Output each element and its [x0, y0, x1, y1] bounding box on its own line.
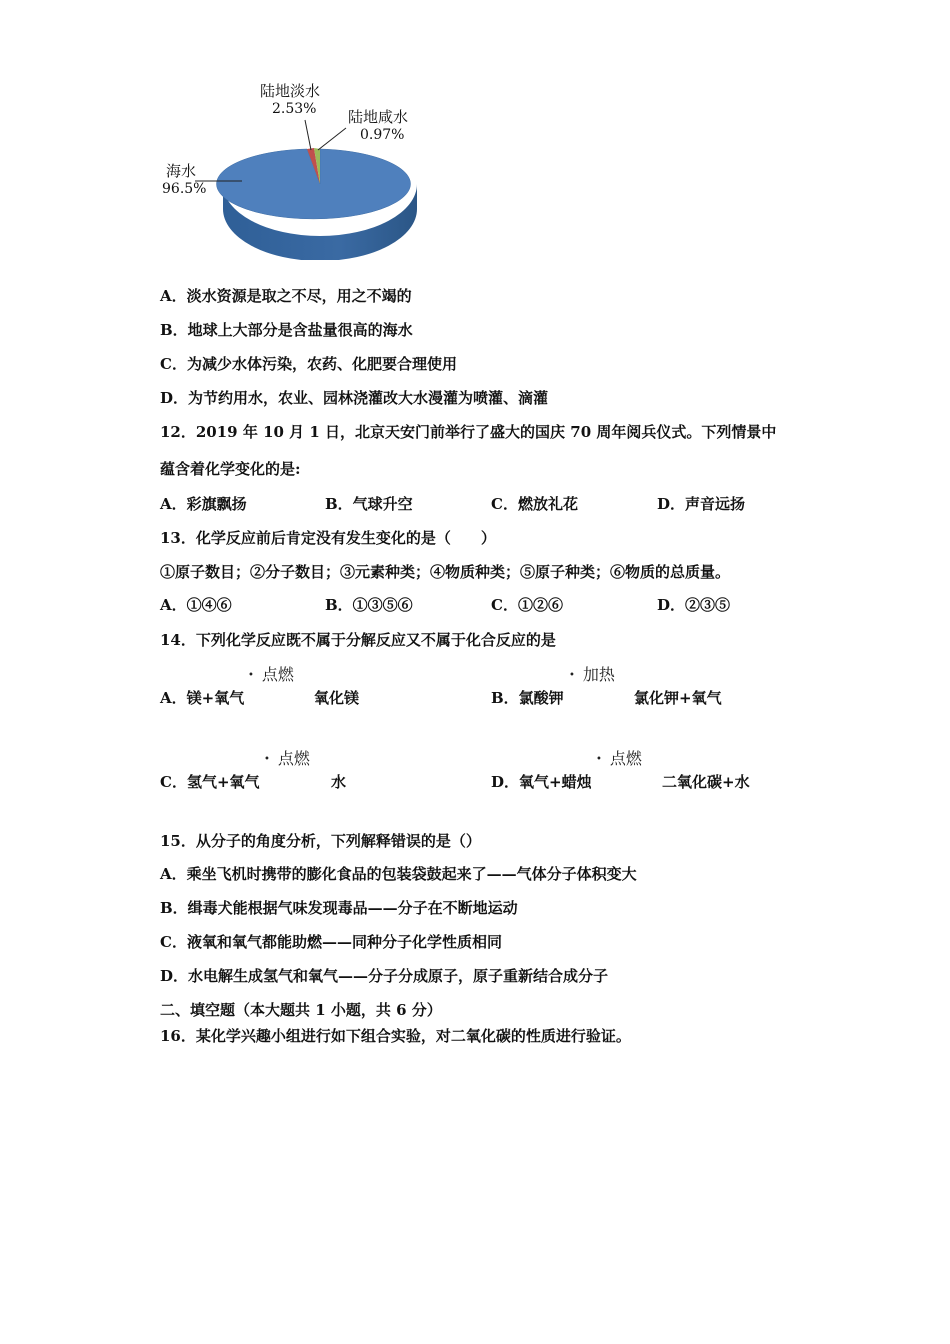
q14-option-b-product: 氯化钾+氧气 — [634, 689, 722, 707]
q13-option-d: D．②③⑤ — [657, 596, 731, 614]
q11-option-c: C．为减少水体污染，农药、化肥要合理使用 — [160, 355, 457, 373]
q15-option-c: C．液氧和氧气都能助燃——同种分子化学性质相同 — [160, 933, 502, 951]
q13-option-a: A．①④⑥ — [160, 596, 232, 614]
q15-option-d: D．水电解生成氢气和氧气——分子分成原子，原子重新结合成分子 — [160, 967, 609, 985]
q12-option-c: C．燃放礼花 — [491, 495, 578, 513]
q11-option-a: A．淡水资源是取之不尽，用之不竭的 — [160, 287, 412, 305]
q14-option-d-product: 二氧化碳+水 — [662, 773, 750, 791]
q12-stem-line2: 蕴含着化学变化的是: — [160, 460, 301, 478]
q14-option-a-reactants: A．镁+氧气 — [160, 689, 245, 707]
q12-option-d: D．声音远扬 — [657, 495, 746, 513]
q11-option-b: B．地球上大部分是含盐量很高的海水 — [160, 321, 413, 339]
q13-stem: 13．化学反应前后肯定没有发生变化的是（ ） — [160, 529, 496, 547]
q14-option-b-reactants: B．氯酸钾 — [491, 689, 564, 707]
section-2-title: 二、填空题（本大题共 1 小题，共 6 分） — [160, 1001, 442, 1019]
pie-label-land-saltwater: 陆地咸水 0.97% — [348, 108, 409, 143]
q15-option-a: A．乘坐飞机时携带的膨化食品的包装袋鼓起来了——气体分子体积变大 — [160, 865, 637, 883]
q13-option-b: B．①③⑤⑥ — [325, 596, 413, 614]
q16-stem: 16．某化学兴趣小组进行如下组合实验，对二氧化碳的性质进行验证。 — [160, 1027, 631, 1045]
q14-a-condition: • 点燃 — [248, 665, 294, 684]
q14-option-d-reactants: D．氧气+蜡烛 — [491, 773, 592, 791]
q13-items: ①原子数目；②分子数目；③元素种类；④物质种类；⑤原子种类；⑥物质的总质量。 — [160, 563, 731, 581]
q15-option-b: B．缉毒犬能根据气味发现毒品——分子在不断地运动 — [160, 899, 518, 917]
q14-d-condition: • 点燃 — [596, 749, 642, 768]
q11-option-d: D．为节约用水，农业、园林浇灌改大水漫灌为喷灌、滴灌 — [160, 389, 549, 407]
q14-option-a-product: 氧化镁 — [314, 689, 360, 707]
q12-stem-line1: 12．2019 年 10 月 1 日，北京天安门前举行了盛大的国庆 70 周年阅兵仪式。下列情景中 — [160, 423, 777, 441]
q12-option-b: B．气球升空 — [325, 495, 413, 513]
pie-label-land-freshwater: 陆地淡水 2.53% — [260, 82, 321, 117]
q14-option-c-product: 水 — [331, 773, 347, 791]
q12-option-a: A．彩旗飘扬 — [160, 495, 247, 513]
q15-stem: 15．从分子的角度分析，下列解释错误的是（） — [160, 832, 481, 850]
q14-b-condition: • 加热 — [569, 665, 615, 684]
q14-option-c-reactants: C．氢气+氧气 — [160, 773, 260, 791]
pie-label-seawater: 海水 96.5% — [162, 162, 207, 197]
q13-option-c: C．①②⑥ — [491, 596, 563, 614]
q14-stem: 14．下列化学反应既不属于分解反应又不属于化合反应的是 — [160, 631, 556, 649]
q14-c-condition: • 点燃 — [264, 749, 310, 768]
